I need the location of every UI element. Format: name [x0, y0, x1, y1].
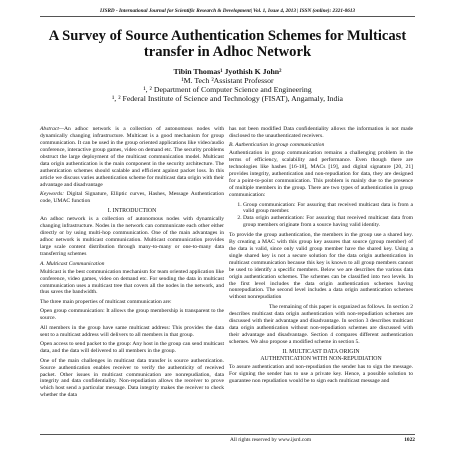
- property-open-group: Open group communication: It allows the group membership is transparent to the source.: [40, 308, 224, 322]
- keywords-label: Keywords:: [40, 191, 65, 198]
- paper-title: A Survey of Source Authentication Schemes for Multicast transfer in Adhoc Network: [48, 28, 407, 60]
- auth-type-list: [229, 202, 413, 230]
- auth-paragraph-3: The remaining of this paper is organized as follows. In section 2 describes multicast data origin authentication with non-repudiation schemes are discussed with their advantage and disadvantage. In section 3 describes multicast data origin authentication without non-repudiation schemes are discussed with their advantage and disadvantage. Section 4 compares different authentication schemes. We also propose a modified scheme in section 5.: [229, 303, 413, 345]
- keywords: [40, 191, 224, 205]
- author-department: ¹, ² Department of Computer Science and Engineering: [143, 85, 312, 94]
- right-column: [229, 126, 413, 387]
- subsection-heading-multicast: A. Multicast Communication: [40, 260, 105, 267]
- section-heading-2-line-2: AUTHENTICATION WITH NON-REPUDIATION: [260, 355, 382, 362]
- section-2-paragraph-1: To assure authentication and non-repudiation the sender has to sign the message. For signing the sender has to use a private key. Hence, a possible solution to guarantee non repudiation would be to sign each multicast message and: [229, 364, 413, 384]
- continued-paragraph: has not been modified Data confidentiality allows the information is not made disclosed to the unauthenticated receivers.: [229, 126, 413, 139]
- auth-paragraph-1: Authentication in group communication remains a challenging problem in the terms of efficiency, scalability and performance. Even though there are technologies like hashes [16-18], MACs [19], and digital signature [20, 21] provides integrity, authentication and non-repudiation for data, they are designed for a point-to-point communication. This problem is mainly due to the presence of multiple members in the group. There are two types of authentication in group communication:: [229, 150, 413, 199]
- page-footer: [40, 434, 415, 443]
- subsection-heading-authentication: B. Authentication in group communication: [229, 142, 325, 149]
- author-institute: ¹, ² Federal Institute of Science and Technology (FISAT), Angamaly, India: [111, 94, 344, 103]
- abstract-text: An adhoc network is a collection of autonomous nodes with dynamically changing infrastructure. Multicast is a good mechanism for group communication. It can be used in the group oriented applications like video/audio conference, interactive group games, video on demand etc. The security problems obstruct the large deployment of the multicast communication model. Multicast data origin authentication is the main component in the security architecture. The authentication schemes should scalable and efficient against packet loss. In this article we discuss varies authentication scheme for multicast data origin with their advantage and disadvantage: [40, 126, 224, 188]
- abstract: [40, 126, 224, 189]
- left-column: [40, 126, 224, 402]
- keywords-text: Digital Signature, Elliptic curves, Hashes, Message Authentication code, UMAC function: [40, 191, 224, 205]
- author-roles: ¹M. Tech ²Assistant Professor: [181, 76, 274, 85]
- intro-paragraph: An adhoc network is a collection of autonomous nodes with dynamically changing infrastructure. Nodes in the network can communicate each other either directly or by using multi-hop communication. One of the main advantages in adhoc network is multicast communication. Multicast communication provides large scale content distribution through many-to-many or one-to-many data transferring schemes: [40, 216, 224, 258]
- multicast-paragraph-3: One of the main challenges in multicast data transfer is source authentication. Source authentication enables receiver to verify the authenticity of received packet. Other issues in multicast communication are nonrepudiation, data integrity and data confidentiality. Non-repudiation allows the receiver to prove which host send a particular message. Data integrity makes the receiver to check whether the data: [40, 357, 224, 399]
- journal-header: IJSRD - International Journal for Scientific Research & Development| Vol. 1, Issue 4, 2013 | ISSN (online): 2321-0613: [40, 8, 415, 17]
- list-item: 1. Group communication: For assuring that received multicast data is from a valid group member.: [243, 202, 413, 216]
- property-open-access: Open access to send packet to the group: Any host in the group can send multicast data, and the data will delivered to all members in the group.: [40, 341, 224, 355]
- abstract-label: Abstract—: [40, 126, 64, 132]
- page-number: 1022: [404, 437, 415, 443]
- list-item: 2. Data origin authentication: For assuring that received multicast data from group members originate from a source having valid identity.: [243, 215, 413, 229]
- multicast-paragraph-2: The three main properties of multicast communication are:: [40, 298, 172, 305]
- author-names: Tibin Thomas¹ Jyothish K John²: [173, 67, 282, 76]
- section-heading-introduction: I. INTRODUCTION: [107, 207, 157, 214]
- author-block: [40, 67, 415, 103]
- multicast-paragraph-1: Multicast is the best communication mechanism for team oriented application like conference, video games, video on demand etc. For sending the data in multicast communication uses a multicast tree that covers all the nodes in the network, and thus saves the bandwidth.: [40, 268, 224, 296]
- footer-copyright: All rights reserved by www.ijsrd.com: [230, 437, 312, 443]
- auth-paragraph-2: To provide the group authentication, the members in the group use a shared key. By creating a MAC with this group key assures that source (group member) of the data is valid, since only valid group member have the shared key. Using a single shared key is not a secure solution for the data origin authentication in multicast communication because this key is known to all group members cannot be used to identify a specific members. Below we are describes the various data origin authentication schemes. The schemes can be classified into two levels. In the first level includes the data origin authentication schemes having nonrepudiation. The second level includes a data origin authentication schemes without nonrepudiation: [229, 231, 413, 301]
- property-same-address: All members in the group have same multicast address: This provides the data sent to a multicast address will delivers to all members in that group.: [40, 324, 224, 338]
- section-heading-2-line-1: II. MULTICAST DATA ORIGIN: [282, 348, 360, 355]
